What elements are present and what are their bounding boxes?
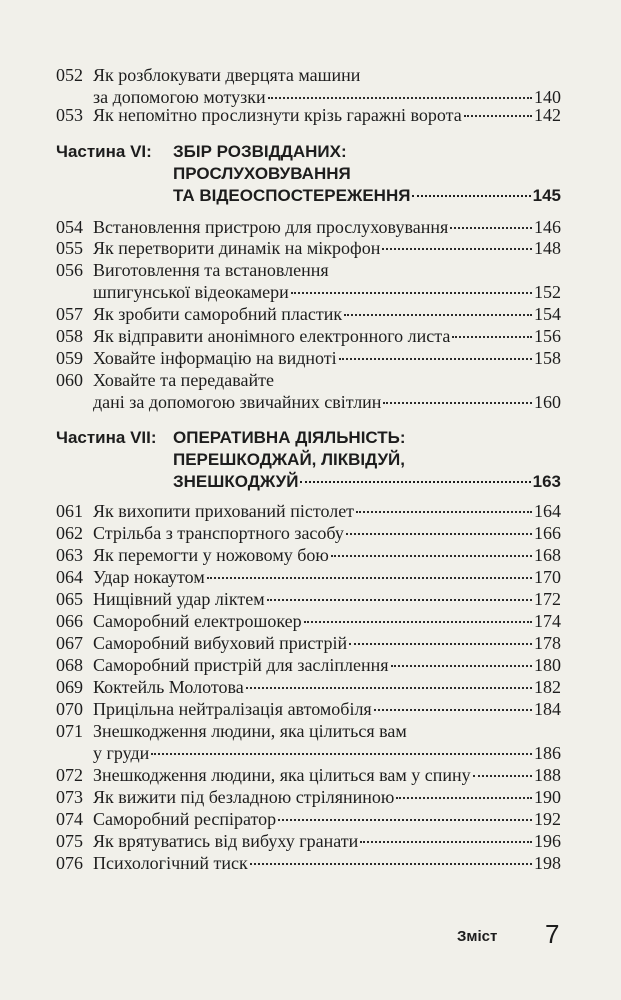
entry-number: 058 [56, 326, 83, 346]
dot-leader [360, 841, 532, 843]
dot-leader [151, 753, 532, 755]
entry-title: Як врятуватись від вибуху гранати [93, 831, 359, 851]
part-title-line: ПЕРЕШКОДЖАЙ, ЛІКВІДУЙ, [173, 450, 405, 469]
entry-page: 196 [534, 831, 561, 851]
entry-title-cont: дані за допомогою звичайних світлин [93, 392, 382, 412]
part-title-line: ПРОСЛУХОВУВАННЯ [173, 164, 351, 183]
entry-page: 140 [534, 87, 561, 107]
entry-title: Удар нокаутом [93, 567, 205, 587]
entry-title: Як відправити анонімного електронного листа [93, 326, 451, 346]
entry-title: Як непомітно прослизнути крізь гаражні ворота [93, 105, 462, 125]
part-title-line: ЗБІР РОЗВІДДАНИХ: [173, 142, 347, 161]
entry-page: 154 [534, 304, 561, 324]
entry-title: Як зробити саморобний пластик [93, 304, 343, 324]
dot-leader [450, 227, 532, 229]
toc-entry [56, 764, 561, 786]
dot-leader [464, 115, 532, 117]
toc-entry [56, 259, 561, 303]
dot-leader [291, 292, 532, 294]
dot-leader [304, 621, 532, 623]
entry-number: 062 [56, 523, 83, 543]
entry-page: 166 [534, 523, 561, 543]
part-7-heading [56, 427, 561, 493]
dot-leader [349, 643, 532, 645]
running-footer-section: Зміст [457, 928, 498, 945]
entry-title: Нищівний удар ліктем [93, 589, 265, 609]
part-title-line: ОПЕРАТИВНА ДІЯЛЬНІСТЬ: [173, 428, 406, 447]
entry-page: 146 [534, 217, 561, 237]
part-label: Частина VII: [56, 428, 157, 447]
entry-number: 074 [56, 809, 83, 829]
entry-page: 188 [534, 765, 561, 785]
toc-entry [56, 852, 561, 874]
entry-number: 052 [56, 65, 83, 85]
entry-title: Саморобний електрошокер [93, 611, 302, 631]
toc-entry [56, 104, 561, 126]
toc-entry [56, 303, 561, 325]
toc-entry [56, 654, 561, 676]
entry-title: Прицільна нейтралізація автомобіля [93, 699, 372, 719]
entry-title: Знешкодження людини, яка цілиться вам у спину [93, 765, 471, 785]
entry-number: 063 [56, 545, 83, 565]
dot-leader [250, 863, 532, 865]
entry-number: 067 [56, 633, 83, 653]
toc-entry [56, 500, 561, 522]
toc-entry [56, 237, 561, 259]
entry-title: Коктейль Молотова [93, 677, 244, 697]
entry-title: Саморобний вибуховий пристрій [93, 633, 348, 653]
entry-page: 168 [534, 545, 561, 565]
entry-page: 190 [534, 787, 561, 807]
entry-number: 061 [56, 501, 83, 521]
dot-leader [473, 775, 532, 777]
entry-page: 152 [534, 282, 561, 302]
toc-entry [56, 786, 561, 808]
part-label: Частина VI: [56, 142, 152, 161]
dot-leader [452, 336, 532, 338]
entry-number: 055 [56, 238, 83, 258]
entry-page: 142 [534, 105, 561, 125]
part-6-heading [56, 141, 561, 207]
toc-entry [56, 632, 561, 654]
entry-title: Саморобний респіратор [93, 809, 277, 829]
dot-leader [268, 97, 532, 99]
toc-entry [56, 588, 561, 610]
entry-title: Встановлення пристрою для прослуховування [93, 217, 449, 237]
toc-entry [56, 566, 561, 588]
entry-page: 198 [534, 853, 561, 873]
entry-page: 174 [534, 611, 561, 631]
toc-entry [56, 347, 561, 369]
toc-entry [56, 544, 561, 566]
entry-page: 148 [534, 238, 561, 258]
entry-page: 192 [534, 809, 561, 829]
toc-entry [56, 610, 561, 632]
toc-entry [56, 830, 561, 852]
entry-title: Виготовлення та встановлення [93, 260, 329, 280]
entry-number: 066 [56, 611, 83, 631]
entry-title: Як вихопити прихований пістолет [93, 501, 355, 521]
entry-page: 160 [534, 392, 561, 412]
toc-entry [56, 808, 561, 830]
entry-title: Психологічний тиск [93, 853, 248, 873]
part-page: 163 [532, 472, 561, 491]
dot-leader [382, 248, 532, 250]
entry-page: 178 [534, 633, 561, 653]
dot-leader [374, 709, 532, 711]
dot-leader [412, 195, 530, 197]
dot-leader [346, 533, 532, 535]
entry-number: 056 [56, 260, 83, 280]
entry-number: 068 [56, 655, 83, 675]
entry-number: 054 [56, 217, 83, 237]
toc-entry [56, 676, 561, 698]
entry-page: 172 [534, 589, 561, 609]
entry-title-cont: шпигунської відеокамери [93, 282, 289, 302]
toc-entry [56, 64, 561, 108]
entry-title-cont: за допомогою мотузки [93, 87, 266, 107]
dot-leader [207, 577, 532, 579]
toc-entry [56, 325, 561, 347]
entry-title: Як перетворити динамік на мікрофон [93, 238, 381, 258]
entry-number: 076 [56, 853, 83, 873]
dot-leader [278, 819, 532, 821]
dot-leader [344, 314, 532, 316]
dot-leader [391, 665, 532, 667]
entry-number: 075 [56, 831, 83, 851]
entry-page: 164 [534, 501, 561, 521]
entry-number: 065 [56, 589, 83, 609]
entry-title: Як вижити під безладною стріляниною [93, 787, 395, 807]
toc-entry [56, 522, 561, 544]
entry-title: Знешкодження людини, яка цілиться вам [93, 721, 407, 741]
entry-title: Як перемогти у ножовому бою [93, 545, 329, 565]
toc-entry [56, 720, 561, 764]
entry-number: 070 [56, 699, 83, 719]
entry-number: 072 [56, 765, 83, 785]
entry-page: 180 [534, 655, 561, 675]
entry-title: Ховайте та передавайте [93, 370, 274, 390]
entry-page: 158 [534, 348, 561, 368]
part-title-line: ЗНЕШКОДЖУЙ [173, 472, 299, 491]
entry-number: 053 [56, 105, 83, 125]
entry-number: 064 [56, 567, 83, 587]
entry-title: Стрільба з транспортного засобу [93, 523, 344, 543]
part-page: 145 [532, 186, 561, 205]
dot-leader [331, 555, 532, 557]
entry-title-cont: у груди [93, 743, 150, 763]
dot-leader [246, 687, 532, 689]
entry-number: 071 [56, 721, 83, 741]
dot-leader [300, 481, 530, 483]
entry-title: Як розблокувати дверцята машини [93, 65, 361, 85]
toc-entry [56, 369, 561, 413]
entry-page: 170 [534, 567, 561, 587]
entry-number: 059 [56, 348, 83, 368]
entry-number: 060 [56, 370, 83, 390]
page-number: 7 [545, 919, 560, 949]
entry-number: 069 [56, 677, 83, 697]
entry-title: Саморобний пристрій для засліплення [93, 655, 389, 675]
dot-leader [383, 402, 532, 404]
dot-leader [267, 599, 532, 601]
entry-page: 184 [534, 699, 561, 719]
dot-leader [339, 358, 532, 360]
entry-page: 156 [534, 326, 561, 346]
dot-leader [356, 511, 532, 513]
entry-number: 073 [56, 787, 83, 807]
entry-number: 057 [56, 304, 83, 324]
entry-title: Ховайте інформацію на видноті [93, 348, 337, 368]
part-title-line: ТА ВІДЕОСПОСТЕРЕЖЕННЯ [173, 186, 411, 205]
entry-page: 186 [534, 743, 561, 763]
toc-entry [56, 698, 561, 720]
dot-leader [396, 797, 532, 799]
entry-page: 182 [534, 677, 561, 697]
toc-entry [56, 216, 561, 238]
